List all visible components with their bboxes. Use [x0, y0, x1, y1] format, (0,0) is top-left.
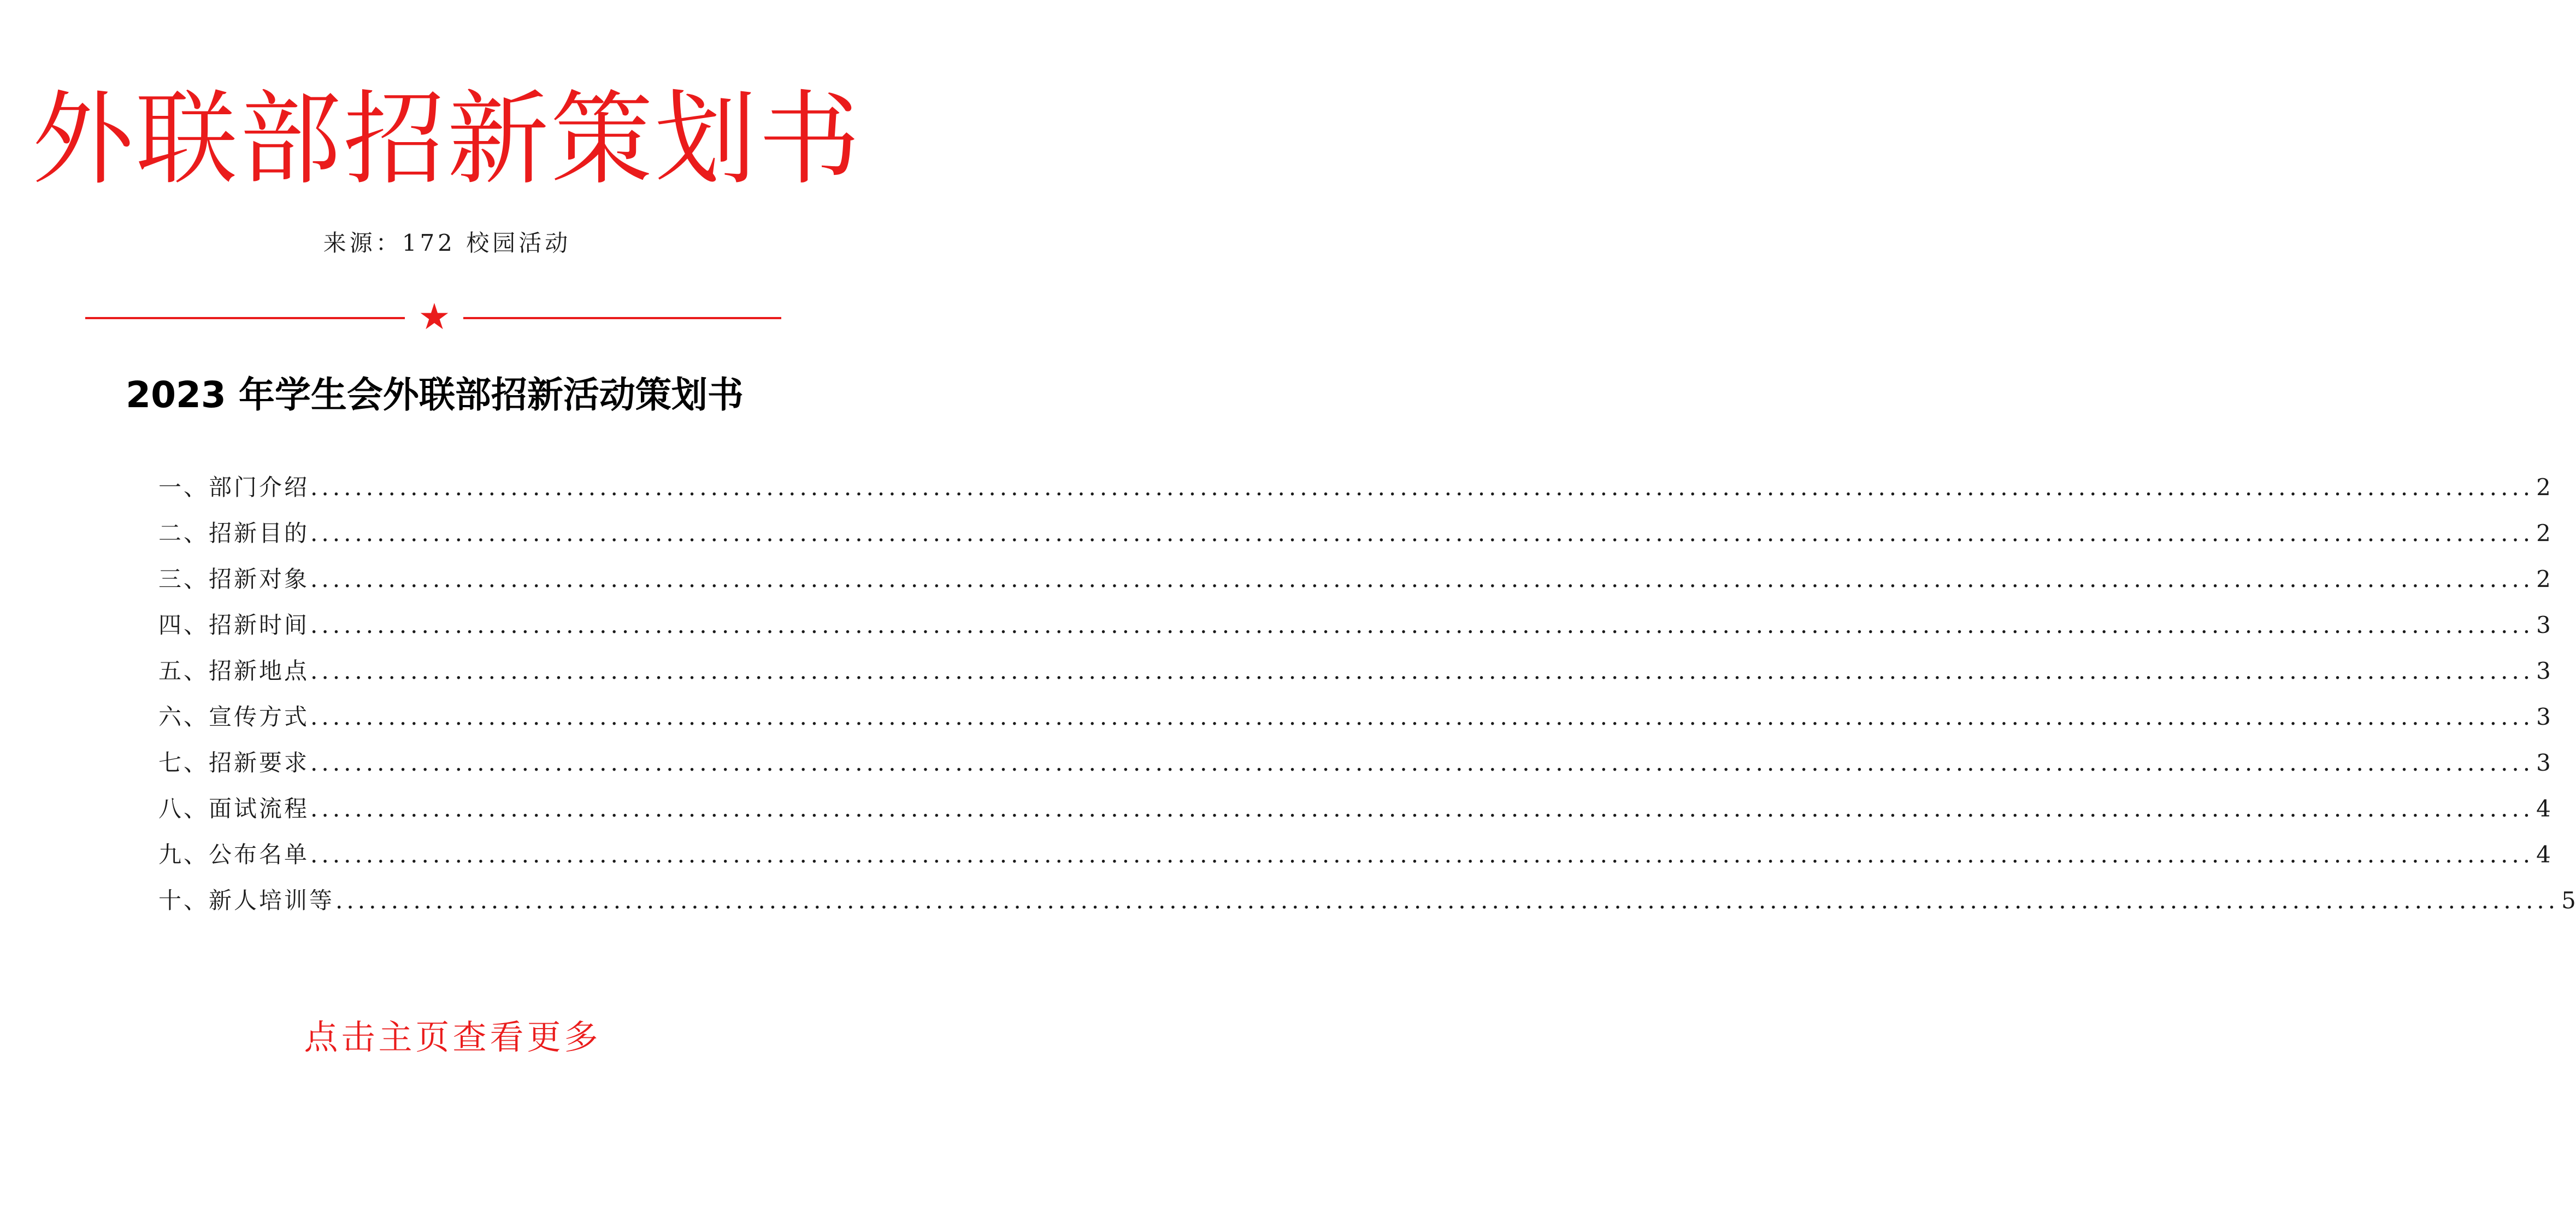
star-icon: ★	[418, 296, 451, 338]
main-title: 外联部招新策划书	[32, 80, 863, 198]
toc-item-page: 2	[2536, 520, 2551, 547]
view-more-link[interactable]: 点击主页查看更多	[304, 1017, 602, 1057]
toc-item-page: 4	[2536, 795, 2551, 822]
toc-item[interactable]	[158, 556, 2551, 602]
toc-item-label: 七、招新要求	[158, 749, 310, 776]
toc-item[interactable]	[158, 465, 2551, 510]
divider-line-left	[85, 317, 405, 319]
toc-item-page: 3	[2536, 612, 2551, 638]
toc-item-label: 三、招新对象	[158, 566, 310, 592]
toc-dot-leader: ........................................................................................................................................................................................................	[310, 841, 2534, 868]
toc-item[interactable]	[158, 786, 2551, 832]
toc-dot-leader: ........................................................................................................................................................................................................	[310, 703, 2534, 730]
toc-item-page: 2	[2536, 566, 2551, 592]
toc-item[interactable]	[158, 878, 2576, 924]
toc-dot-leader: ........................................................................................................................................................................................................	[310, 795, 2534, 822]
toc-item-label: 一、部门介绍	[158, 474, 310, 501]
toc-item-label: 八、面试流程	[158, 795, 310, 822]
toc-item-label: 四、招新时间	[158, 612, 310, 638]
toc-item-page: 3	[2536, 703, 2551, 730]
toc-item[interactable]	[158, 832, 2551, 878]
toc-item-label: 九、公布名单	[158, 841, 310, 868]
toc-item-page: 4	[2536, 841, 2551, 868]
toc-dot-leader: ........................................................................................................................................................................................................	[310, 749, 2534, 776]
toc-dot-leader: ........................................................................................................................................................................................................	[310, 612, 2534, 638]
toc-item[interactable]	[158, 510, 2551, 556]
toc-dot-leader: ........................................................................................................................................................................................................	[310, 520, 2534, 547]
toc-item-label: 二、招新目的	[158, 520, 310, 547]
toc-item[interactable]	[158, 648, 2551, 694]
toc-item[interactable]	[158, 694, 2551, 740]
toc-dot-leader: ........................................................................................................................................................................................................	[310, 474, 2534, 501]
toc-dot-leader: ........................................................................................................................................................................................................	[310, 657, 2534, 684]
toc-item-page: 3	[2536, 749, 2551, 776]
divider-line-right	[463, 317, 781, 319]
toc-dot-leader: ........................................................................................................................................................................................................	[335, 887, 2560, 914]
document-title: 2023 年学生会外联部招新活动策划书	[126, 374, 744, 416]
star-divider	[0, 296, 867, 338]
toc-item-label: 十、新人培训等	[158, 887, 335, 914]
toc-item-label: 六、宣传方式	[158, 703, 310, 730]
toc-item-page: 2	[2536, 474, 2551, 501]
toc-item-page: 5	[2561, 887, 2576, 914]
table-of-contents	[158, 465, 2576, 924]
toc-item[interactable]	[158, 740, 2551, 786]
source-line: 来源：172 校园活动	[323, 230, 571, 256]
toc-item[interactable]	[158, 602, 2551, 648]
toc-dot-leader: ........................................................................................................................................................................................................	[310, 566, 2534, 592]
toc-item-page: 3	[2536, 657, 2551, 684]
toc-item-label: 五、招新地点	[158, 657, 310, 684]
